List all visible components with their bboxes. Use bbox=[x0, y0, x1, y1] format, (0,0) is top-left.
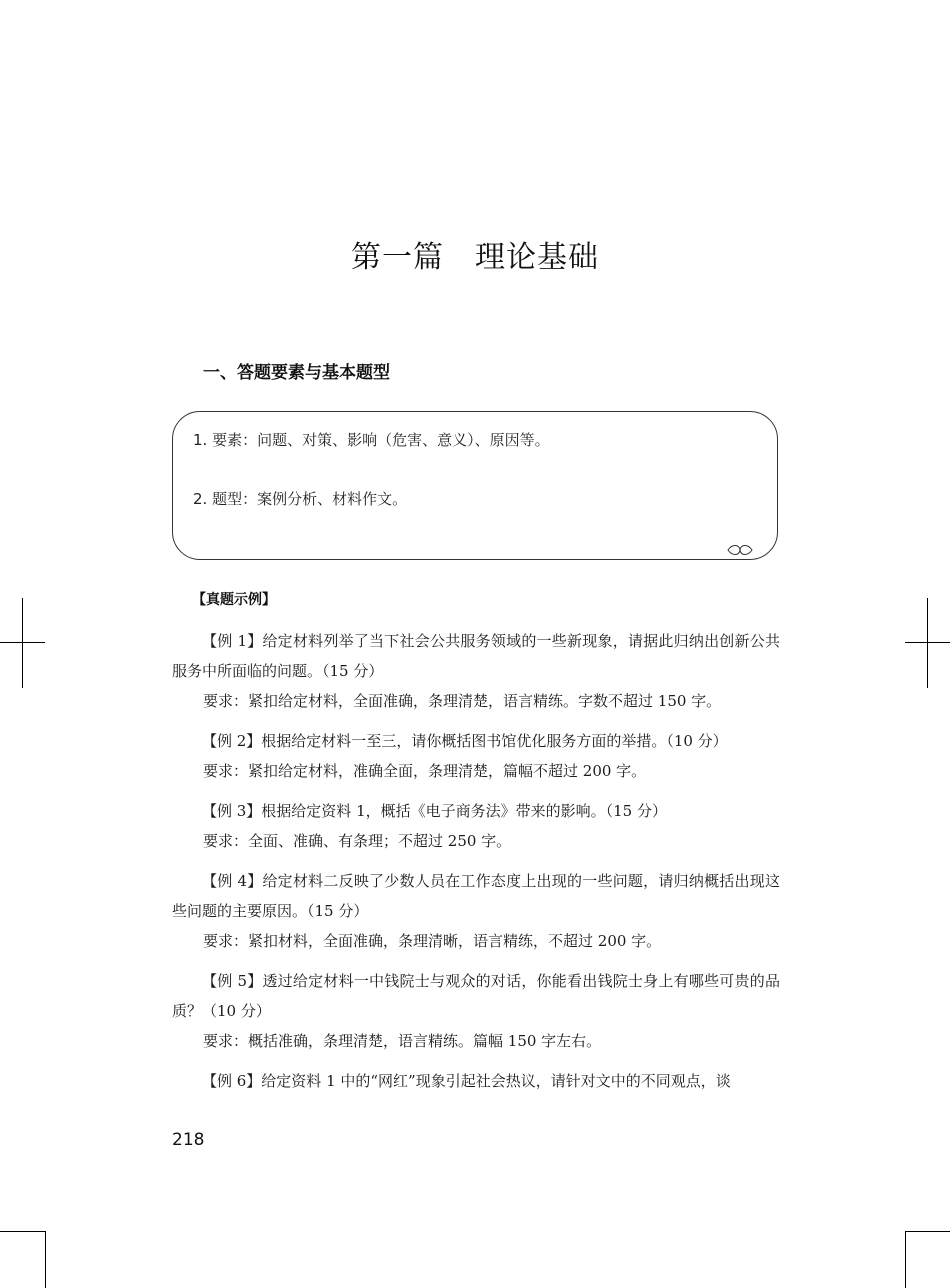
example-question: 【例 5】透过给定材料一中钱院士与观众的对话，你能看出钱院士身上有哪些可贵的品质？（10 分） bbox=[172, 972, 780, 1020]
crop-mark-bottom-right-vertical bbox=[905, 1231, 906, 1288]
summary-elements-line: 1. 要素：问题、对策、影响（危害、意义）、原因等。 bbox=[193, 431, 550, 449]
example-question: 【例 2】根据给定材料一至三，请你概括图书馆优化服务方面的举措。（10 分） bbox=[202, 732, 728, 750]
examples-list bbox=[172, 626, 780, 1106]
crop-mark-bottom-right-horizontal bbox=[905, 1231, 950, 1232]
example-requirement: 要求：紧扣材料，全面准确，条理清晰，语言精练，不超过 200 字。 bbox=[203, 932, 662, 950]
section-title: 一、答题要素与基本题型 bbox=[203, 363, 390, 383]
summary-box bbox=[172, 411, 778, 560]
example-item bbox=[172, 796, 780, 856]
example-question: 【例 3】根据给定资料 1，概括《电子商务法》带来的影响。（15 分） bbox=[202, 802, 667, 820]
example-requirement: 要求：全面、准确、有条理；不超过 250 字。 bbox=[203, 832, 512, 850]
example-item bbox=[172, 626, 780, 716]
summary-question-types-line: 2. 题型：案例分析、材料作文。 bbox=[193, 490, 408, 508]
example-question: 【例 1】给定材料列举了当下社会公共服务领域的一些新现象，请据此归纳出创新公共服务中所面临的问题。（15 分） bbox=[172, 632, 780, 680]
crop-mark-left-vertical bbox=[22, 598, 23, 688]
example-item bbox=[172, 1066, 780, 1096]
crop-mark-bottom-left-horizontal bbox=[0, 1231, 45, 1232]
example-requirement: 要求：紧扣给定材料，准确全面，条理清楚，篇幅不超过 200 字。 bbox=[203, 762, 647, 780]
example-item bbox=[172, 966, 780, 1056]
example-item bbox=[172, 726, 780, 786]
example-question: 【例 6】给定资料 1 中的“网红”现象引起社会热议，请针对文中的不同观点，谈 bbox=[202, 1072, 731, 1090]
example-requirement: 要求：紧扣给定材料，全面准确，条理清楚，语言精练。字数不超过 150 字。 bbox=[203, 692, 722, 710]
example-item bbox=[172, 866, 780, 956]
leaf-icon bbox=[727, 543, 753, 557]
page-number: 218 bbox=[172, 1130, 205, 1150]
crop-mark-bottom-left-vertical bbox=[45, 1231, 46, 1288]
crop-mark-right-vertical bbox=[927, 598, 928, 688]
part-title: 第一篇 理论基础 bbox=[351, 240, 599, 275]
example-question: 【例 4】给定材料二反映了少数人员在工作态度上出现的一些问题，请归纳概括出现这些问题的主要原因。（15 分） bbox=[172, 872, 780, 920]
example-requirement: 要求：概括准确，条理清楚，语言精练。篇幅 150 字左右。 bbox=[203, 1032, 602, 1050]
examples-label: 【真题示例】 bbox=[192, 592, 276, 608]
